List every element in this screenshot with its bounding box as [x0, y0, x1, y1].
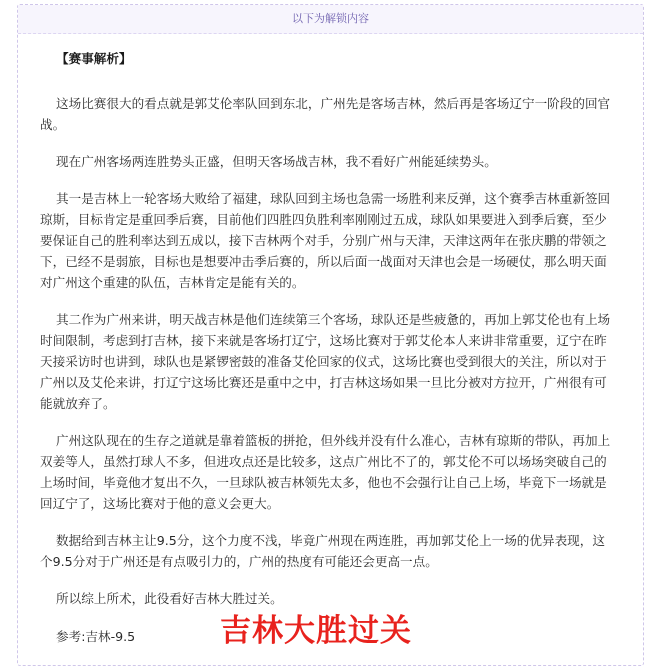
paragraph-reason-two: 其二作为广州来讲，明天战吉林是他们连续第三个客场，球队还是些疲惫的，再加上郭艾伦也有上场时间限制，考虑到打吉林，接下来就是客场打辽宁，这场比赛对于郭艾伦本人来讲非常重要，辽宁在昨天接采访时也讲到，球队也是紧锣密鼓的准备艾伦回家的仪式，这场比赛也受到很大的关注，所以对于广州以及艾伦来讲，打辽宁这场比赛还是重中之中，打吉林这场如果一旦比分被对方拉开，广州很有可能就放弃了。 — [40, 312, 611, 411]
article-body — [40, 48, 615, 625]
reference-pick: 参考:吉林-9.5 — [56, 629, 136, 644]
paragraph-conclusion: 所以综上所术，此役看好吉林大胜过关。 — [56, 591, 283, 606]
section-title: 【赛事解析】 — [56, 51, 132, 66]
paragraph-odds: 数据给到吉林主让9.5分，这个力度不浅，毕竟广州现在两连胜，再加郭艾伦上一场的优异表现，这个9.5分对于广州还是有点吸引力的，广州的热度有可能还会更高一点。 — [40, 533, 605, 569]
paragraph-outlook: 现在广州客场两连胜势头正盛，但明天客场战吉林，我不看好广州能延续势头。 — [56, 154, 497, 169]
paragraph-reason-one: 其一是吉林上一轮客场大败给了福建，球队回到主场也急需一场胜利来反弹，这个赛季吉林重新签回琼斯，目标肯定是重回季后赛，目前他们四胜四负胜利率刚刚过五成，球队如果要进入到季后赛，至少要保证自己的胜利率达到五成以，接下吉林两个对手，分别广州与天津，天津这两年在张庆鹏的带领之下，已经不是弱旅，目标也是想要冲击季后赛的，所以后面一战面对天津也会是一场硬仗，那么明天面对广州这个重建的队伍，吉林肯定是能有关的。 — [40, 191, 611, 290]
paragraph-intro: 这场比赛很大的看点就是郭艾伦率队回到东北，广州先是客场吉林，然后再是客场辽宁一阶段的回官战。 — [40, 96, 611, 132]
overlay-caption: 吉林大胜过关 — [220, 613, 412, 649]
paragraph-guangzhou-analysis: 广州这队现在的生存之道就是靠着篮板的拼抢，但外线并没有什么准心，吉林有琼斯的带队，再加上双姜等人，虽然打球人不多，但进攻点还是比较多，这点广州比不了的，郭艾伦不可以场场突破自己的上场时间，毕竟他才复出不久，一旦球队被吉林领先太多，他也不会强行让自己上场，毕竟下一场就是回辽宁了，这场比赛对于他的意义会更大。 — [40, 433, 611, 511]
unlock-header: 以下为解锁内容 — [18, 5, 643, 34]
